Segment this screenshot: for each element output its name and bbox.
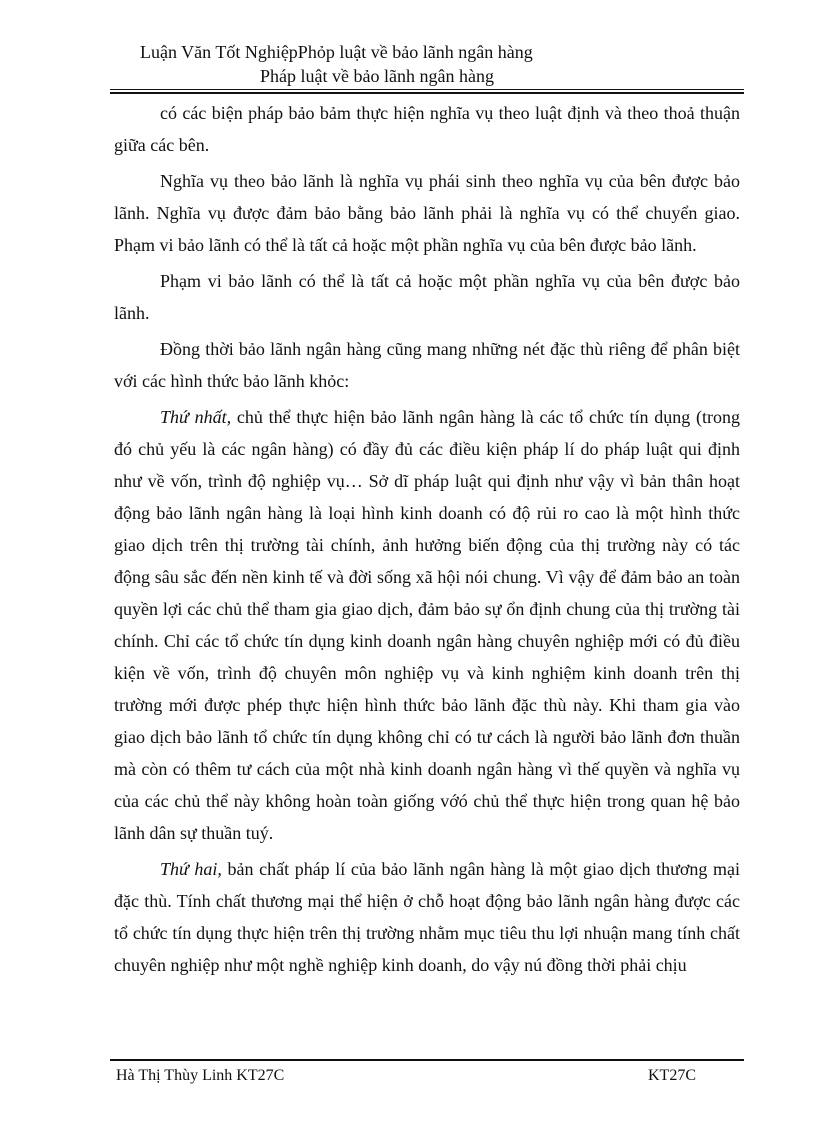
paragraph-3: Phạm vi bảo lãnh có thể là tất cả hoặc một phần nghĩa vụ của bên được bảo lãnh.: [114, 271, 740, 323]
header-rule-thin: [110, 89, 744, 90]
paragraph-6: [114, 853, 740, 981]
paragraph-5-text: chủ thể thực hiện bảo lãnh ngân hàng là các tổ chức tín dụng (trong đó chủ yếu là các ngân hàng) có đầy đủ các điều kiện pháp lí do pháp luật qui định như về vốn, trình độ nghiệp vụ… Sở dĩ pháp luật qui định như vậy vì bản thân hoạt động bảo lãnh ngân hàng là loại hình kinh doanh có độ rủi ro cao là một hình thức giao dịch trên thị trường tài chính, ảnh hưởng biến động của thị trường này có tác động sâu sắc đến nền kinh tế và đời sống xã hội nói chung. Vì vậy để đảm bảo an toàn quyền lợi các chủ thể tham gia giao dịch, đảm bảo sự ổn định chung của thị trường tài chính. Chỉ các tổ chức tín dụng kinh doanh ngân hàng chuyên nghiệp mới có đủ điều kiện về vốn, trình độ chuyên môn nghiệp vụ và kinh nghiệm kinh doanh trên thị trường mới được phép thực hiện hình thức bảo lãnh đặc thù này. Khi tham gia vào giao dịch bảo lãnh tổ chức tín dụng không chỉ có tư cách là người bảo lãnh đơn thuần mà còn có thêm tư cách của một nhà kinh doanh ngân hàng vì thế quyền và nghĩa vụ của các chủ thể này không hoàn toàn giống vớó chủ thể thực hiện trong quan hệ bảo lãnh dân sự thuần tuý.: [114, 407, 740, 843]
header-title: Luận Văn Tốt NghiệpPhỏp luật về bảo lãnh ngân hàng: [140, 42, 533, 62]
paragraph-6-text: bản chất pháp lí của bảo lãnh ngân hàng là một giao dịch thương mại đặc thù. Tính chất thương mại thể hiện ở chỗ hoạt động bảo lãnh ngân hàng được các tổ chức tín dụng thực hiện trên thị trường nhằm mục tiêu thu lợi nhuận mang tính chất chuyên nghiệp như một nghề nghiệp kinh doanh, do vậy nú đồng thời phải chịu: [114, 859, 740, 975]
paragraph-6-lead: Thứ hai,: [160, 859, 222, 879]
header-rule-thick: [110, 92, 744, 94]
footer-class: KT27C: [648, 1067, 696, 1084]
paragraph-1: có các biện pháp bảo bảm thực hiện nghĩa vụ theo luật định và theo thoả thuận giữa các bên.: [114, 103, 740, 155]
document-body: [114, 97, 740, 985]
paragraph-2: Nghĩa vụ theo bảo lãnh là nghĩa vụ phái sinh theo nghĩa vụ của bên được bảo lãnh. Nghĩa vụ được đảm bảo bằng bảo lãnh phải là nghĩa vụ có thể chuyển giao. Phạm vi bảo lãnh có thể là tất cả hoặc một phần nghĩa vụ của bên được bảo lãnh.: [114, 171, 740, 255]
paragraph-5: [114, 401, 740, 849]
paragraph-4: Đồng thời bảo lãnh ngân hàng cũng mang những nét đặc thù riêng để phân biệt với các hình thức bảo lãnh khỏc:: [114, 339, 740, 391]
page-header: [110, 40, 744, 94]
footer-author: Hà Thị Thùy Linh KT27C: [116, 1067, 285, 1084]
header-subtitle: Pháp luật về bảo lãnh ngân hàng: [260, 66, 494, 86]
footer-rule: [110, 1059, 744, 1061]
paragraph-5-lead: Thứ nhất,: [160, 407, 232, 427]
